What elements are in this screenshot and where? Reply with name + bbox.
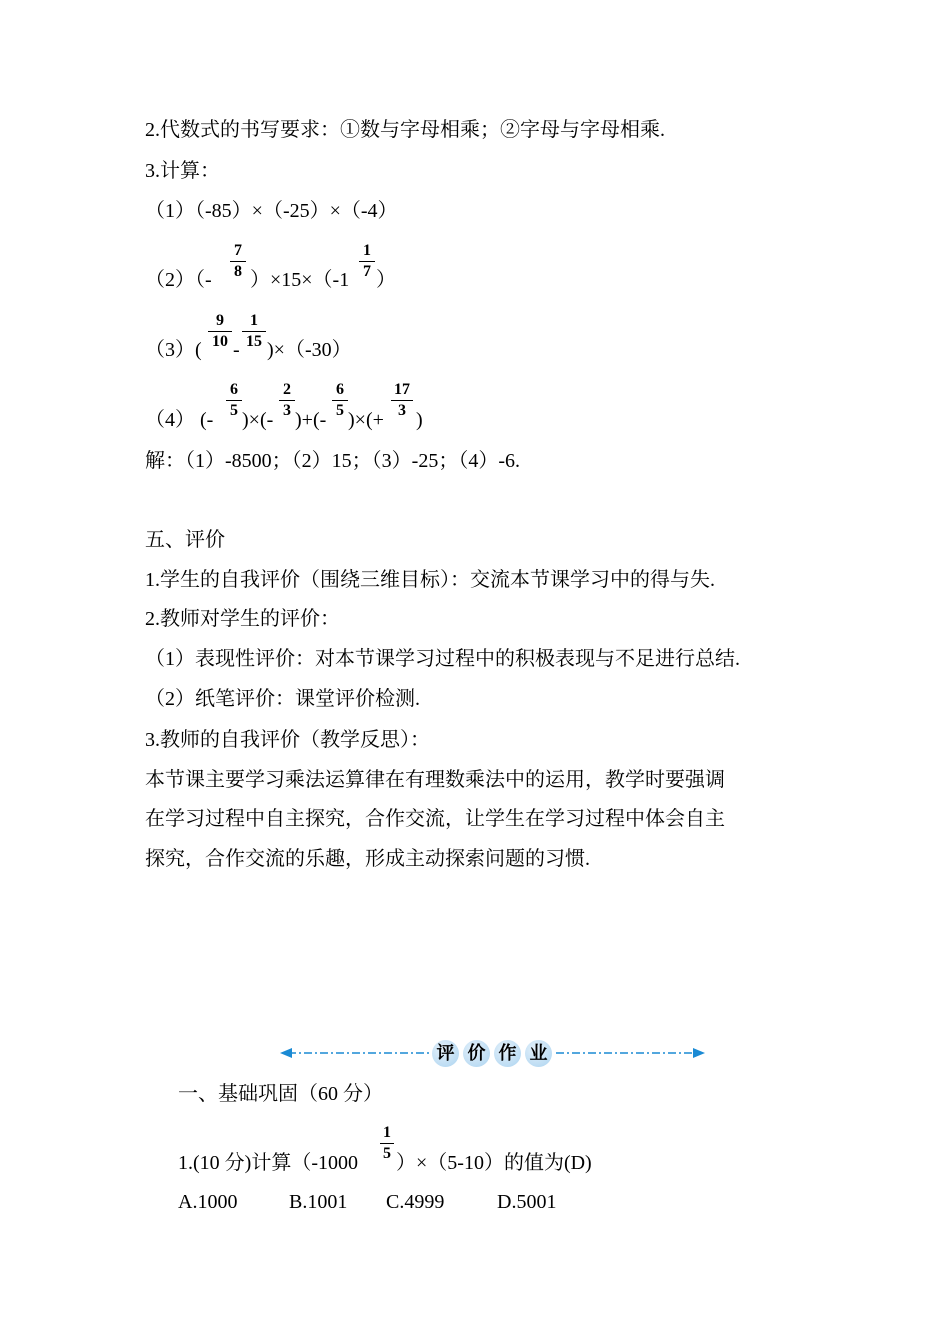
calc-2-suffix: ） xyxy=(376,269,396,291)
option-a: A.1000 xyxy=(178,1191,238,1213)
banner-title xyxy=(432,1040,554,1068)
evaluation-item-1: 1.学生的自我评价（围绕三维目标）：交流本节课学习中的得与失. xyxy=(145,569,715,591)
fraction: 17 3 xyxy=(391,381,413,420)
fraction: 6 5 xyxy=(332,381,348,420)
fraction: 6 5 xyxy=(226,381,242,420)
calc-3-minus: - xyxy=(233,339,240,361)
question-1-suffix: ）×（5-10）的值为(D) xyxy=(396,1152,592,1174)
calc-item-1: （1）（-85）×（-25）×（-4） xyxy=(145,200,398,222)
section-five-heading: 五、评价 xyxy=(145,529,225,551)
banner-char: 作 xyxy=(494,1040,521,1067)
question-1-prefix: 1.(10 分)计算（-1000 xyxy=(178,1152,358,1174)
calc-3-suffix: )×（-30） xyxy=(267,339,352,361)
evaluation-item-2-2: （2）纸笔评价：课堂评价检测. xyxy=(145,688,420,710)
fraction: 2 3 xyxy=(279,381,295,420)
fraction: 7 8 xyxy=(230,242,246,281)
option-c: C.4999 xyxy=(386,1191,445,1213)
banner-char: 价 xyxy=(463,1040,490,1067)
banner-char: 业 xyxy=(525,1040,552,1067)
reflection-line-2: 在学习过程中自主探究，合作交流，让学生在学习过程中体会自主 xyxy=(145,808,725,830)
fraction: 1 5 xyxy=(380,1124,394,1163)
solution-line: 解：（1）-8500；（2）15；（3）-25；（4）-6. xyxy=(145,450,520,472)
reflection-line-3: 探究，合作交流的乐趣，形成主动探索问题的习惯. xyxy=(145,848,590,870)
calc-4-suffix: ) xyxy=(416,409,423,431)
calc-4-part3: )×(+ xyxy=(348,409,384,431)
calc-heading: 3.计算： xyxy=(145,160,220,182)
evaluation-item-2: 2.教师对学生的评价： xyxy=(145,608,340,630)
option-d: D.5001 xyxy=(497,1191,557,1213)
calc-2-prefix: （2）（- xyxy=(145,269,212,291)
evaluation-item-2-1: （1）表现性评价：对本节课学习过程中的积极表现与不足进行总结. xyxy=(145,648,740,670)
homework-banner xyxy=(280,1040,705,1070)
calc-2-mid: ）×15×（-1 xyxy=(250,269,350,291)
option-b: B.1001 xyxy=(289,1191,348,1213)
fraction: 1 15 xyxy=(242,312,266,351)
calc-4-part2: )+(- xyxy=(295,409,327,431)
reflection-line-1: 本节课主要学习乘法运算律在有理数乘法中的运用，教学时要强调 xyxy=(145,769,725,791)
fraction: 9 10 xyxy=(208,312,232,351)
homework-section-heading: 一、基础巩固（60 分） xyxy=(178,1083,383,1105)
banner-char: 评 xyxy=(432,1040,459,1067)
calc-4-prefix: （4） (- xyxy=(145,409,214,431)
evaluation-item-3: 3.教师的自我评价（教学反思）： xyxy=(145,729,430,751)
writing-rules-line: 2.代数式的书写要求：①数与字母相乘；②字母与字母相乘. xyxy=(145,119,665,141)
calc-4-part1: )×(- xyxy=(242,409,274,431)
calc-3-prefix: （3）( xyxy=(145,339,202,361)
fraction: 1 7 xyxy=(359,242,375,281)
